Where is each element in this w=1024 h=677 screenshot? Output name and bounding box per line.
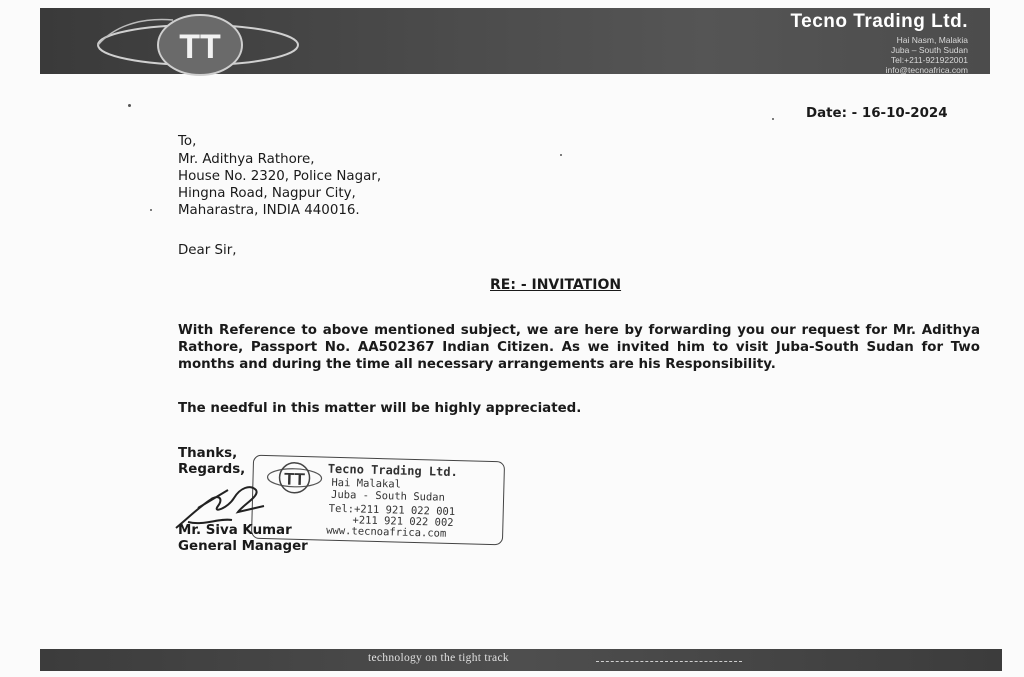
logo-letters: TT xyxy=(179,28,221,66)
signatory-title: General Manager xyxy=(178,539,308,554)
closing-regards: Regards, xyxy=(178,462,246,477)
letter-date: Date: - 16-10-2024 xyxy=(806,106,948,121)
body-paragraph xyxy=(178,322,980,373)
scan-speck xyxy=(560,154,562,156)
company-name: Tecno Trading Ltd. xyxy=(790,11,968,32)
footer-banner xyxy=(40,649,1002,671)
signatory-name: Mr. Siva Kumar xyxy=(178,523,292,538)
salutation: Dear Sir, xyxy=(178,243,237,258)
closing-sentence: The needful in this matter will be highly appreciated. xyxy=(178,401,582,416)
to-label: To, xyxy=(178,134,197,149)
closing-thanks: Thanks, xyxy=(178,446,238,461)
stamp-line-2: Juba - South Sudan xyxy=(330,488,446,504)
company-address-1: Hai Nasm, Malakia xyxy=(896,35,968,45)
scan-speck xyxy=(150,209,152,211)
address-line-2: Hingna Road, Nagpur City, xyxy=(178,186,356,201)
scan-speck xyxy=(772,118,774,120)
company-email: info@tecnoafrica.com xyxy=(885,65,968,75)
footer-tagline: technology on the tight track xyxy=(368,652,509,664)
company-phone: Tel:+211-921922001 xyxy=(890,55,968,65)
scan-speck xyxy=(128,104,131,107)
body-text-start: With Reference to above mentioned subject, we are here by forwarding you our request for xyxy=(178,323,893,338)
stamp-web: www.tecnoafrica.com xyxy=(326,524,447,540)
body-text-bold: Mr. Adithya Rathore, Passport No. AA502367 xyxy=(178,323,980,355)
company-logo xyxy=(88,12,308,78)
footer-dash-line xyxy=(596,661,742,662)
company-address-2: Juba – South Sudan xyxy=(890,45,968,55)
recipient-name: Mr. Adithya Rathore, xyxy=(178,152,315,167)
address-line-1: House No. 2320, Police Nagar, xyxy=(178,169,382,184)
letterhead-banner xyxy=(40,8,990,74)
stamp-line-1: Hai Malakal xyxy=(331,476,402,491)
body-text-end: Indian Citizen. As we invited him to visit Juba-South Sudan for Two months and during the time all necessary arrangements are his Responsibility. xyxy=(178,340,980,372)
address-line-3: Maharastra, INDIA 440016. xyxy=(178,203,360,218)
subject-line: RE: - INVITATION xyxy=(490,277,622,293)
stamp-logo-letters: TT xyxy=(283,469,306,490)
stamp-tel-1: Tel:+211 921 022 001 xyxy=(328,502,456,519)
stamp-company: Tecno Trading Ltd. xyxy=(327,461,458,480)
stamp-tel-2: +211 921 022 002 xyxy=(352,514,454,529)
